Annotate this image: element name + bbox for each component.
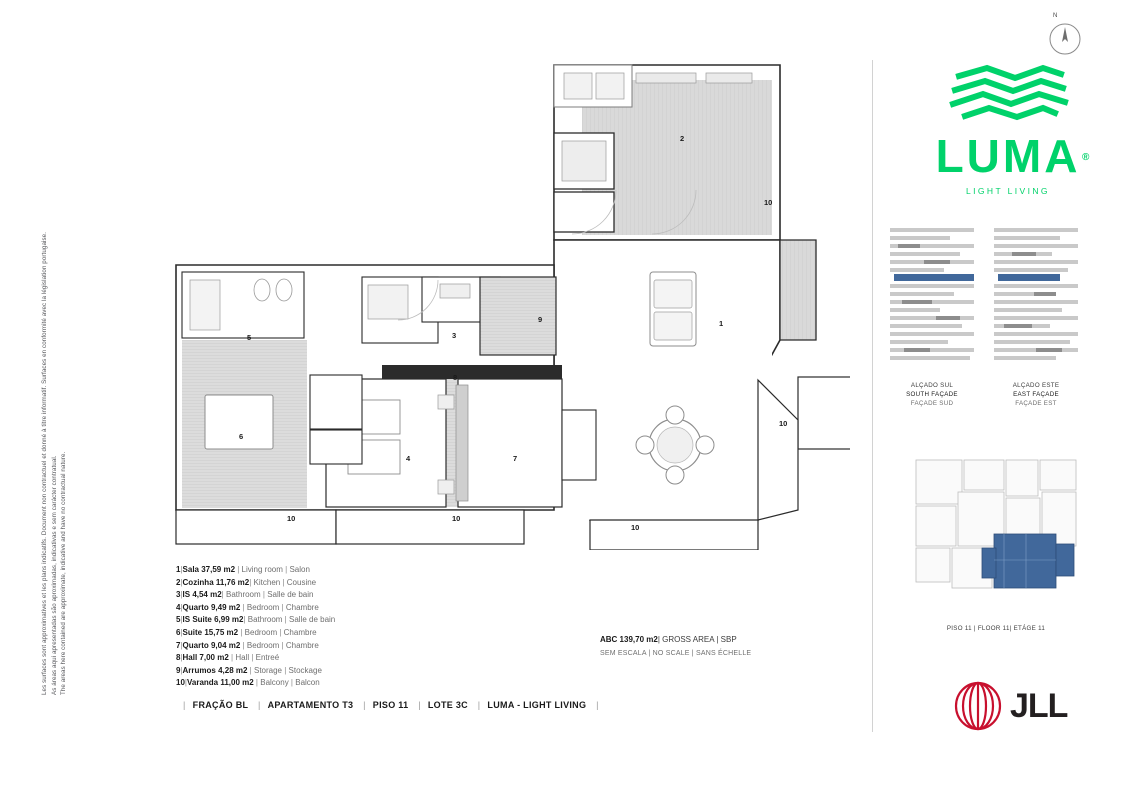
- footer-brand: LUMA - LIGHT LIVING: [487, 700, 587, 710]
- legend-translation-en: Living room: [241, 565, 283, 574]
- footer-fraction: FRAÇÃO BL: [192, 700, 249, 710]
- svg-text:10: 10: [452, 514, 461, 523]
- legend-number: 9: [176, 665, 181, 675]
- svg-text:6: 6: [239, 432, 244, 441]
- legend-name: Hall 7,00 m2: [182, 653, 229, 663]
- disclaimer-line-3: The areas here contained are approximate, indicative and have no contractual nature.: [60, 451, 67, 695]
- footer-info-bar: | FRAÇÃO BL | APARTAMENTO T3 | PISO 11 | LOTE 3C | LUMA - LIGHT LIVING |: [183, 700, 599, 710]
- legend-number: 4: [176, 602, 181, 612]
- luma-name: LUMA: [935, 130, 1081, 182]
- legend-item: 7|Quarto 9,04 m2 | Bedroom | Chambre: [176, 640, 319, 650]
- facade-south-en: SOUTH FAÇADE: [906, 391, 958, 398]
- legend-number: 5: [176, 615, 181, 625]
- legend-translation-fr: Salle de bain: [288, 615, 336, 625]
- legend-name: Quarto 9,04 m2: [182, 640, 241, 650]
- gross-area-value: ABC 139,70 m2: [600, 635, 658, 644]
- footer-apartment: APARTAMENTO T3: [267, 700, 354, 710]
- legend-number: 2: [176, 577, 181, 587]
- room-legend: [176, 564, 506, 690]
- legend-number: 1: [176, 565, 181, 574]
- svg-text:7: 7: [513, 454, 518, 463]
- gross-area-labels: | GROSS AREA | SBP: [657, 635, 737, 644]
- luma-tagline: LIGHT LIVING: [966, 186, 1050, 196]
- key-plan: [906, 452, 1086, 632]
- luma-wordmark: [935, 130, 1093, 182]
- disclaimer-text: [40, 135, 69, 695]
- facade-south-fr: FAÇADE SUD: [910, 400, 954, 407]
- facade-caption-south: [884, 381, 980, 408]
- legend-translation-en: Kitchen: [253, 577, 281, 587]
- legend-number: 8: [176, 653, 181, 663]
- legend-item: 5|IS Suite 6,99 m2| Bathroom | Salle de bain: [176, 615, 336, 625]
- legend-translation-fr: Cousine: [286, 577, 317, 587]
- legend-translation-en: Bathroom: [247, 615, 283, 625]
- east-facade-diagram: [988, 222, 1084, 372]
- legend-name: Suite 15,75 m2: [182, 627, 239, 637]
- legend-name: Cozinha 11,76 m2: [182, 577, 250, 587]
- legend-translation-fr: Salon: [289, 565, 310, 574]
- south-facade-diagram: [884, 222, 980, 372]
- gross-area-block: [600, 634, 751, 660]
- legend-name: IS Suite 6,99 m2: [182, 615, 244, 625]
- legend-name: Quarto 9,49 m2: [182, 602, 241, 612]
- legend-translation-fr: Salle de bain: [267, 590, 314, 600]
- facade-east-en: EAST FAÇADE: [1013, 391, 1059, 398]
- jll-wordmark: JLL: [1010, 686, 1068, 725]
- legend-item: 2|Cozinha 11,76 m2| Kitchen | Cousine: [176, 577, 317, 587]
- legend-number: 7: [176, 640, 181, 650]
- legend-item: 3|IS 4,54 m2| Bathroom | Salle de bain: [176, 590, 314, 600]
- legend-translation-fr: Balcon: [295, 678, 320, 688]
- footer-floor: PISO 11: [372, 700, 409, 710]
- registered-mark: ®: [1082, 152, 1093, 163]
- key-plan-caption: PISO 11 | FLOOR 11| ETÁGE 11: [946, 625, 1046, 632]
- legend-item: 6|Suite 15,75 m2 | Bedroom | Chambre: [176, 627, 317, 637]
- legend-item: 4|Quarto 9,49 m2 | Bedroom | Chambre: [176, 602, 319, 612]
- legend-translation-en: Balcony: [260, 678, 289, 688]
- svg-text:5: 5: [247, 333, 252, 342]
- jll-logo: [952, 680, 1067, 732]
- legend-number: 10: [176, 678, 185, 688]
- legend-name: IS 4,54 m2: [182, 590, 222, 600]
- panel-divider: [872, 60, 873, 732]
- legend-item: 9|Arrumos 4,28 m2 | Storage | Stockage: [176, 665, 322, 675]
- legend-item: 10|Varanda 11,00 m2 | Balcony | Balcon: [176, 678, 320, 688]
- legend-translation-fr: Chambre: [285, 602, 319, 612]
- legend-translation-fr: Chambre: [283, 627, 317, 637]
- legend-name: Arrumos 4,28 m2: [182, 665, 248, 675]
- luma-waves-icon: [943, 62, 1073, 124]
- legend-translation-en: Hall: [235, 653, 250, 663]
- facade-diagrams: [884, 222, 1084, 408]
- legend-name: Varanda 11,00 m2: [186, 678, 254, 688]
- legend-translation-en: Bedroom: [246, 602, 280, 612]
- luma-logo: [928, 62, 1093, 196]
- svg-text:2: 2: [680, 134, 685, 143]
- legend-item: 1|Sala 37,59 m2 | Living room | Salon: [176, 565, 310, 574]
- svg-text:3: 3: [452, 331, 457, 340]
- legend-translation-en: Storage: [253, 665, 283, 675]
- legend-name: Sala 37,59 m2: [182, 565, 236, 574]
- svg-text:10: 10: [779, 419, 788, 428]
- facade-caption-east: [988, 381, 1084, 408]
- jll-mark-icon: [952, 680, 1004, 732]
- legend-translation-en: Bedroom: [244, 627, 278, 637]
- compass-north-label: N: [1053, 13, 1058, 19]
- compass-icon: [1048, 13, 1082, 56]
- svg-text:10: 10: [631, 523, 640, 532]
- legend-translation-fr: Chambre: [285, 640, 319, 650]
- svg-text:9: 9: [538, 315, 543, 324]
- facade-south-pt: ALÇADO SUL: [910, 382, 954, 389]
- facade-east-pt: ALÇADO ESTE: [1012, 382, 1060, 389]
- svg-text:4: 4: [406, 454, 411, 463]
- facade-east-fr: FAÇADE EST: [1015, 400, 1057, 407]
- disclaimer-line-2: As áreas aqui apresentadas são aproximadas, indicativas e sem carácter contratual.: [50, 455, 58, 695]
- legend-item: 8|Hall 7,00 m2 | Hall | Entreé: [176, 653, 280, 663]
- legend-number: 3: [176, 590, 181, 600]
- svg-text:10: 10: [764, 198, 773, 207]
- footer-lot: LOTE 3C: [427, 700, 468, 710]
- legend-translation-fr: Stockage: [288, 665, 322, 675]
- legend-translation-en: Bedroom: [246, 640, 280, 650]
- key-plan-diagram: [906, 452, 1086, 612]
- legend-translation-fr: Entreé: [255, 653, 280, 663]
- floor-plan-drawing: [150, 40, 850, 555]
- svg-text:8: 8: [453, 373, 458, 382]
- svg-text:1: 1: [719, 319, 724, 328]
- svg-text:10: 10: [287, 514, 296, 523]
- legend-translation-en: Bathroom: [225, 590, 261, 600]
- legend-number: 6: [176, 627, 181, 637]
- scale-note: SEM ESCALA | NO SCALE | SANS ÉCHELLE: [600, 650, 752, 657]
- disclaimer-line-1: Les surfaces sont approximatives et les plans indicatifs. Document non contractuel et donné à titre informatif. Surfaces en conformité avec la législation portugaise.: [41, 231, 48, 695]
